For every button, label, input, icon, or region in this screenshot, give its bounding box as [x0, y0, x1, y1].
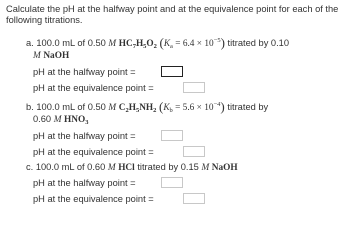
intro-line-1: Calculate the pH at the halfway point and at the equivalence point for each of the	[6, 4, 339, 14]
part-a-titrant: M NaOH	[33, 51, 70, 61]
intro-line-2: following titrations.	[6, 15, 83, 25]
part-a-halfway-input[interactable]	[161, 66, 183, 77]
part-b-kb-expression: $(K_b = 5.6 \times 10^{-4})$	[158, 99, 225, 114]
part-c-titrant-intro: titrated by 0.15	[137, 162, 199, 172]
part-b-equivalence-input[interactable]	[183, 146, 205, 157]
part-c-base-formula: NaOH	[211, 163, 238, 173]
part-c-equivalence-input[interactable]	[183, 193, 205, 204]
part-c-statement	[26, 162, 238, 174]
part-a-marker: a.	[26, 38, 34, 48]
part-b-base-formula: $C_2H_5NH_2$	[118, 103, 157, 114]
part-b-marker: b.	[26, 102, 34, 112]
part-b-halfway-label: pH at the halfway point =	[33, 131, 136, 141]
part-b-statement	[26, 101, 268, 114]
part-a-molarity-unit: M	[108, 39, 117, 49]
part-b-halfway-input[interactable]	[161, 130, 183, 141]
part-a-titrant-intro: titrated by 0.10	[227, 38, 290, 48]
part-c-halfway-input[interactable]	[161, 177, 183, 188]
part-a-equivalence-label: pH at the equivalence point =	[33, 83, 154, 93]
part-c-acid-formula: HCl	[118, 163, 135, 173]
part-b-titrant-intro: titrated by	[227, 102, 269, 112]
part-a-acid-formula: $HC_7H_5O_2$	[118, 39, 157, 50]
part-a-statement	[26, 37, 289, 50]
part-c-halfway-label: pH at the halfway point =	[33, 178, 136, 188]
part-c-titrant-molarity-unit: M	[201, 163, 210, 173]
part-b-molarity-unit: M	[108, 103, 117, 113]
part-b-titrant: 0.60 M $HNO_3$	[33, 114, 89, 126]
part-b-amount: 100.0 mL of 0.50	[36, 102, 106, 112]
part-c-molarity-unit: M	[107, 163, 116, 173]
part-c-equivalence-label: pH at the equivalence point =	[33, 194, 154, 204]
part-b-equivalence-label: pH at the equivalence point =	[33, 147, 154, 157]
part-a-amount: 100.0 mL of 0.50	[36, 38, 106, 48]
part-a-equivalence-input[interactable]	[183, 82, 205, 93]
part-c-marker: c.	[26, 162, 34, 172]
part-a-ka-expression: $(K_a = 6.4 \times 10^{-5})$	[159, 35, 225, 50]
part-a-halfway-label: pH at the halfway point =	[33, 67, 136, 77]
part-c-amount: 100.0 mL of 0.60	[35, 162, 106, 172]
